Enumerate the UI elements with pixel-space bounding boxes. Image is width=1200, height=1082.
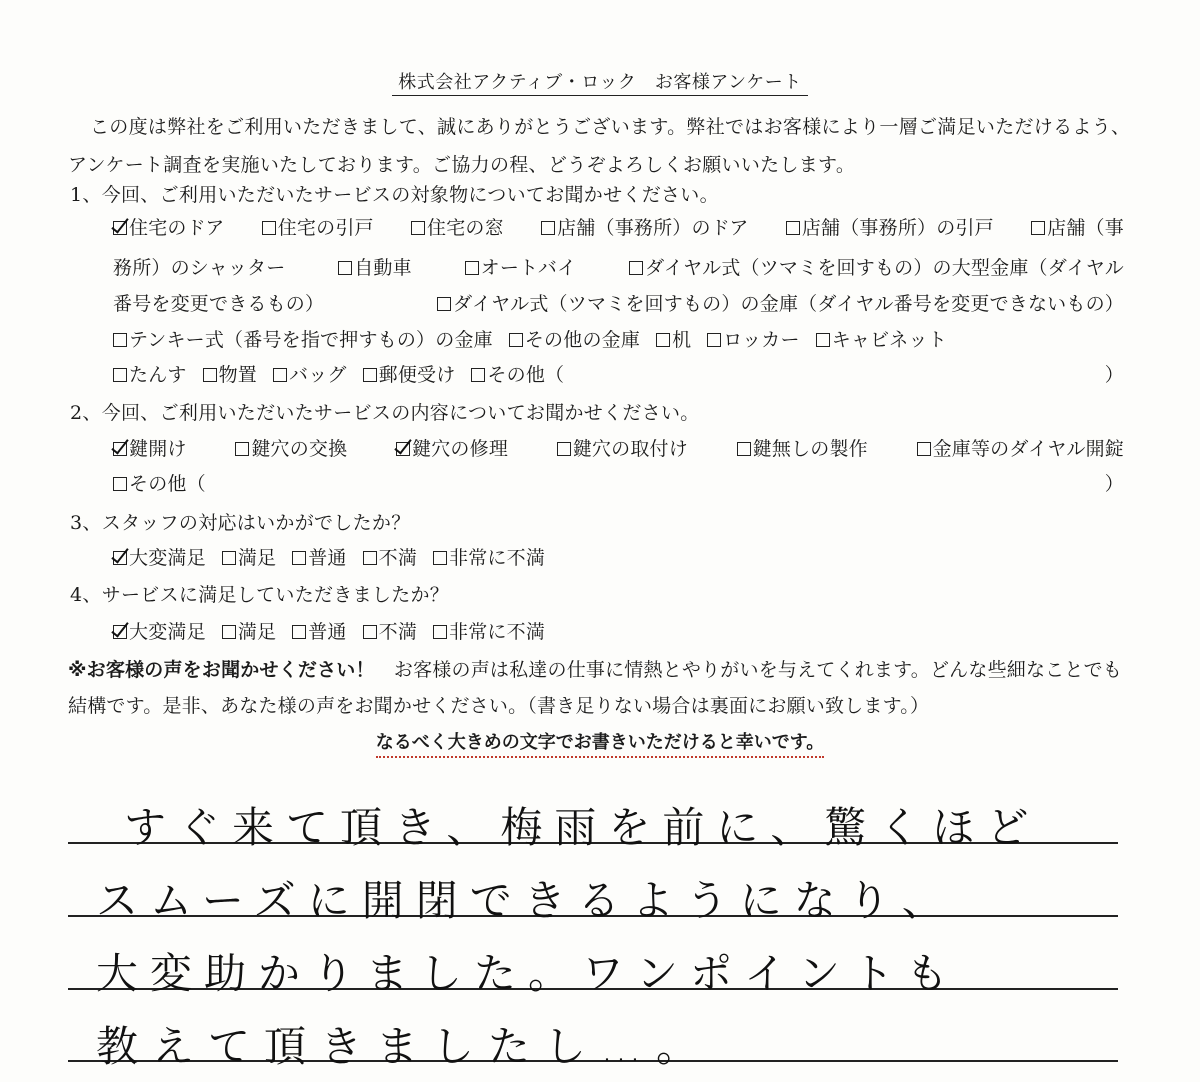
q1-row-3 [113, 289, 1124, 319]
q4-option[interactable] [222, 617, 276, 644]
checkbox-icon[interactable] [292, 551, 306, 565]
option-label: その他の金庫 [524, 329, 641, 351]
q1-option[interactable] [363, 360, 456, 387]
option-label: 普通 [308, 547, 347, 569]
checkbox-icon[interactable] [273, 368, 287, 382]
option-label: 非常に不満 [449, 547, 546, 569]
q1-option[interactable] [465, 253, 577, 283]
checkbox-icon[interactable] [656, 333, 670, 347]
option-label: その他（ [129, 473, 206, 495]
survey-title: 株式会社アクティブ・ロック お客様アンケート [0, 68, 1200, 94]
q1-option[interactable] [541, 213, 748, 243]
question-3-title: 3、スタッフの対応はいかがでしたか？ [70, 512, 411, 534]
q2-option[interactable] [737, 434, 868, 464]
option-label: 店舗（事 [1047, 217, 1124, 239]
option-label: 普通 [308, 621, 347, 643]
customer-voice-prompt [68, 652, 1136, 724]
handwriting-note: なるべく大きめの文字でお書きいただけると幸いです。 [0, 728, 1200, 754]
q4-option[interactable] [363, 617, 417, 644]
checkbox-icon[interactable] [222, 625, 236, 639]
q1-option[interactable] [509, 325, 640, 352]
checkbox-icon[interactable] [465, 261, 479, 275]
option-label: 不満 [378, 547, 418, 569]
option-label: 満足 [237, 621, 277, 643]
option-label: 鍵穴の交換 [251, 438, 348, 460]
voice-heading: ※お客様の声をお聞かせください！ [68, 659, 375, 681]
option-label: 鍵穴の取付け [572, 438, 688, 460]
option-label: たんす [129, 364, 187, 386]
option-label: 郵便受け [378, 364, 456, 386]
option-label: 不満 [378, 621, 418, 643]
checkbox-icon[interactable] [1031, 221, 1045, 235]
option-label: 自動車 [354, 257, 412, 279]
checkbox-checked-icon[interactable] [113, 625, 127, 639]
q1-row-4 [113, 325, 1124, 355]
checkbox-icon[interactable] [629, 261, 643, 275]
checkbox-icon[interactable] [363, 368, 377, 382]
checkbox-icon[interactable] [433, 551, 447, 565]
handwritten-line-4: 教えて頂きましたし…。 [96, 1022, 713, 1071]
q3-option[interactable] [222, 543, 276, 570]
q4-options [113, 617, 1124, 647]
intro-text: この度は弊社をご利用いただきまして、誠にありがとうございます。弊社ではお客様により一層ご満足いただけるよう、アンケート調査を実施いたしております。ご協力の程、どうぞよろしくお願いいたします。 [68, 116, 1131, 176]
checkbox-icon[interactable] [235, 442, 249, 456]
q3-option[interactable] [433, 543, 545, 570]
q1-row-1 [113, 213, 1124, 243]
option-label: 住宅の窓 [427, 217, 504, 239]
checkbox-icon[interactable] [541, 221, 555, 235]
q2-option[interactable] [235, 434, 347, 464]
q3-option[interactable] [113, 543, 206, 570]
q2-option[interactable] [113, 434, 187, 464]
option-label: ダイヤル式（ツマミを回すもの）の金庫（ダイヤル番号を変更できないもの） [453, 293, 1124, 315]
option-label: 住宅の引戸 [277, 217, 374, 239]
q1-option[interactable] [471, 360, 564, 387]
q1-option[interactable] [786, 213, 994, 243]
option-label: ロッカー [723, 329, 800, 351]
q3-options [113, 543, 1124, 573]
q3-option[interactable] [292, 543, 346, 570]
option-label: 非常に不満 [449, 621, 546, 643]
voice-text: お客様の声は私達の仕事に情熱とやりがいを与えてくれます。どんな些細なことでも結構です。是非、あなた様の声をお聞かせください。（書き足りない場合は裏面にお願い致します。） [68, 659, 1122, 717]
q4-option[interactable] [113, 617, 206, 644]
option-label: テンキー式（番号を指で押すもの）の金庫 [129, 329, 493, 351]
option-label: 店舗（事務所）のドア [557, 217, 749, 239]
q1-option[interactable] [113, 289, 324, 319]
option-label: 鍵穴の修理 [412, 438, 509, 460]
checkbox-icon[interactable] [737, 442, 751, 456]
q1-option[interactable] [338, 253, 412, 283]
option-label: 務所）のシャッター [113, 257, 286, 279]
option-label: 大変満足 [129, 547, 206, 569]
q1-option[interactable] [113, 325, 493, 352]
checkbox-icon[interactable] [113, 333, 127, 347]
checkbox-icon[interactable] [471, 368, 485, 382]
checkbox-icon[interactable] [557, 442, 571, 456]
option-label: 店舗（事務所）の引戸 [801, 217, 994, 239]
checkbox-icon[interactable] [203, 368, 217, 382]
option-label: 満足 [237, 547, 277, 569]
option-label: 住宅のドア [129, 217, 225, 239]
q2-close-paren: ） [1104, 473, 1124, 495]
checkbox-icon[interactable] [363, 625, 377, 639]
checkbox-icon[interactable] [786, 221, 800, 235]
option-label: 大変満足 [129, 621, 206, 643]
checkbox-icon[interactable] [338, 261, 352, 275]
q1-option[interactable] [113, 360, 187, 387]
q1-option[interactable] [656, 325, 691, 352]
q1-option[interactable] [273, 360, 347, 387]
checkbox-icon[interactable] [222, 551, 236, 565]
handwritten-line-2: スムーズに開閉できるようになり、 [96, 876, 956, 925]
checkbox-checked-icon[interactable] [113, 551, 127, 565]
q2-row-2 [113, 469, 1124, 499]
q2-row-1 [113, 434, 1124, 464]
checkbox-icon[interactable] [816, 333, 830, 347]
option-label: 番号を変更できるもの） [113, 293, 325, 315]
checkbox-icon[interactable] [292, 625, 306, 639]
option-label: 金庫等のダイヤル開錠 [932, 438, 1124, 460]
checkbox-icon[interactable] [707, 333, 721, 347]
question-1-title: 1、今回、ご利用いただいたサービスの対象物についてお聞かせください。 [70, 184, 719, 206]
option-label: その他（ [487, 364, 565, 386]
option-label: ダイヤル式（ツマミを回すもの）の大型金庫（ダイヤル [645, 257, 1124, 279]
q2-option[interactable] [917, 434, 1124, 464]
q4-option[interactable] [433, 617, 545, 644]
q1-option[interactable] [1031, 213, 1124, 243]
option-label: バッグ [289, 364, 347, 386]
q1-row-2 [113, 253, 1124, 283]
q1-option[interactable] [629, 253, 1124, 283]
checkbox-icon[interactable] [411, 221, 425, 235]
checkbox-icon[interactable] [433, 625, 447, 639]
checkbox-icon[interactable] [262, 221, 276, 235]
checkbox-icon[interactable] [437, 297, 451, 311]
q1-option[interactable] [707, 325, 799, 352]
checkbox-checked-icon[interactable] [396, 442, 410, 456]
checkbox-icon[interactable] [363, 551, 377, 565]
option-label: 物置 [218, 364, 258, 386]
q2-option[interactable] [396, 434, 508, 464]
option-label: 鍵無しの製作 [752, 438, 868, 460]
checkbox-icon[interactable] [113, 477, 127, 491]
q1-option[interactable] [203, 360, 257, 387]
q1-row-5 [113, 360, 1124, 390]
q3-option[interactable] [363, 543, 417, 570]
question-4-title: 4、サービスに満足していただきましたか？ [70, 584, 450, 606]
option-label: キャビネット [831, 329, 947, 351]
option-label: オートバイ [480, 257, 577, 279]
q1-option[interactable] [113, 253, 285, 283]
checkbox-icon[interactable] [509, 333, 523, 347]
q1-option[interactable] [437, 289, 1124, 319]
q4-option[interactable] [292, 617, 346, 644]
checkbox-icon[interactable] [917, 442, 931, 456]
checkbox-icon[interactable] [113, 368, 127, 382]
q1-option[interactable] [411, 213, 504, 243]
handwritten-line-1: すぐ来て頂き、梅雨を前に、驚くほど [124, 803, 1041, 852]
q1-close-paren: ） [1104, 364, 1124, 386]
q2-option[interactable] [113, 469, 206, 496]
checkbox-checked-icon[interactable] [113, 442, 127, 456]
q1-option[interactable] [816, 325, 947, 352]
q1-option[interactable] [262, 213, 374, 243]
option-label: 机 [672, 329, 692, 351]
question-2-title: 2、今回、ご利用いただいたサービスの内容についてお聞かせください。 [70, 402, 700, 424]
handwritten-line-3: 大変助かりました。ワンポイントも [96, 949, 961, 998]
checkbox-checked-icon[interactable] [113, 221, 127, 235]
option-label: 鍵開け [129, 438, 187, 460]
q1-option[interactable] [113, 213, 224, 243]
q2-option[interactable] [557, 434, 688, 464]
